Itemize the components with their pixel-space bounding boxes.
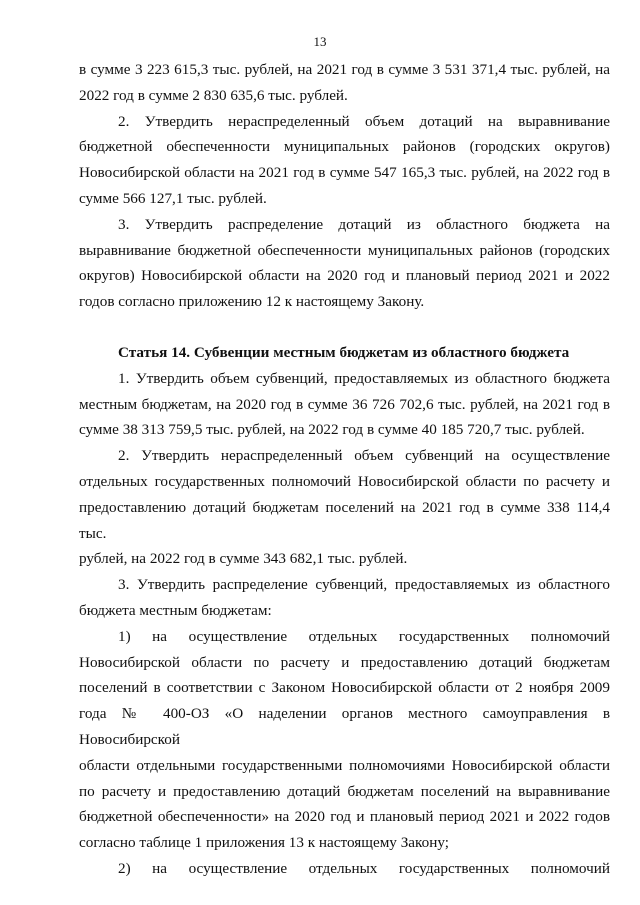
text-line: 1. Утвердить объем субвенций, предоставляемых из областного бюджета <box>118 369 610 387</box>
paragraph-item-2 <box>79 109 610 212</box>
text-line: 1) на осуществление отдельных государственных полномочий <box>118 627 610 645</box>
text-line: согласно таблице 1 приложения 13 к настоящему Закону; <box>79 834 449 852</box>
text-line: сумме 566 127,1 тыс. рублей. <box>79 189 267 207</box>
text-line: отдельных государственных полномочий Новосибирской области по расчету и <box>79 472 610 490</box>
text-line: 2. Утвердить нераспределенный объем субвенций на осуществление <box>118 447 610 465</box>
text-line: годов согласно приложению 12 к настоящему Закону. <box>79 293 425 311</box>
text-line: сумме 38 313 759,5 тыс. рублей, на 2022 год в сумме 40 185 720,7 тыс. рублей. <box>79 421 585 439</box>
text-line: Новосибирской области на 2021 год в сумме 547 165,3 тыс. рублей, на 2022 год в <box>79 164 610 182</box>
text-line: местным бюджетам, на 2020 год в сумме 36 726 702,6 тыс. рублей, на 2021 год в <box>79 395 610 413</box>
text-line: бюджетной обеспеченности» на 2020 год и плановый период 2021 и 2022 годов <box>79 808 610 826</box>
text-line: области отдельными государственными полномочиями Новосибирской области <box>79 756 610 774</box>
text-line: по расчету и предоставлению дотаций бюджетам поселений на выравнивание <box>79 782 610 800</box>
text-line: бюджета местным бюджетам: <box>79 601 272 619</box>
document-body <box>79 57 610 882</box>
text-line: 2) на осуществление отдельных государственных полномочий <box>118 859 610 877</box>
article-heading: Статья 14. Субвенции местным бюджетам из областного бюджета <box>118 343 570 361</box>
article14-subitem-2 <box>79 856 610 882</box>
text-line: поселений в соответствии с Законом Новосибирской области от 2 ноября 2009 <box>79 679 610 697</box>
article14-subitem-1 <box>79 624 610 856</box>
text-line: Новосибирской области по расчету и предоставлению дотаций бюджетам <box>79 653 610 671</box>
text-line: 3. Утвердить распределение субвенций, предоставляемых из областного <box>118 576 610 594</box>
article14-paragraph-1 <box>79 366 610 443</box>
article14-paragraph-2 <box>79 443 610 572</box>
paragraph-item-3 <box>79 212 610 315</box>
spacer <box>79 315 610 340</box>
paragraph-continued <box>79 57 610 109</box>
text-line: 3. Утвердить распределение дотаций из областного бюджета на <box>118 215 610 233</box>
article14-paragraph-3 <box>79 572 610 624</box>
text-line: выравнивание бюджетной обеспеченности муниципальных районов (городских <box>79 241 610 259</box>
text-line: рублей, на 2022 год в сумме 343 682,1 тыс. рублей. <box>79 550 408 568</box>
text-line: года № 400-ОЗ «О наделении органов местного самоуправления в Новосибирской <box>79 705 610 748</box>
text-line: 2022 год в сумме 2 830 635,6 тыс. рублей. <box>79 86 348 104</box>
text-line: 2. Утвердить нераспределенный объем дотаций на выравнивание <box>118 112 610 130</box>
text-line: округов) Новосибирской области на 2020 год и плановый период 2021 и 2022 <box>79 267 610 285</box>
text-line: в сумме 3 223 615,3 тыс. рублей, на 2021 год в сумме 3 531 371,4 тыс. рублей, на <box>79 61 610 78</box>
text-line: бюджетной обеспеченности муниципальных районов (городских округов) <box>79 138 610 156</box>
page-number: 13 <box>313 34 327 49</box>
text-line: предоставлению дотаций бюджетам поселений на 2021 год в сумме 338 114,4 тыс. <box>79 498 610 542</box>
